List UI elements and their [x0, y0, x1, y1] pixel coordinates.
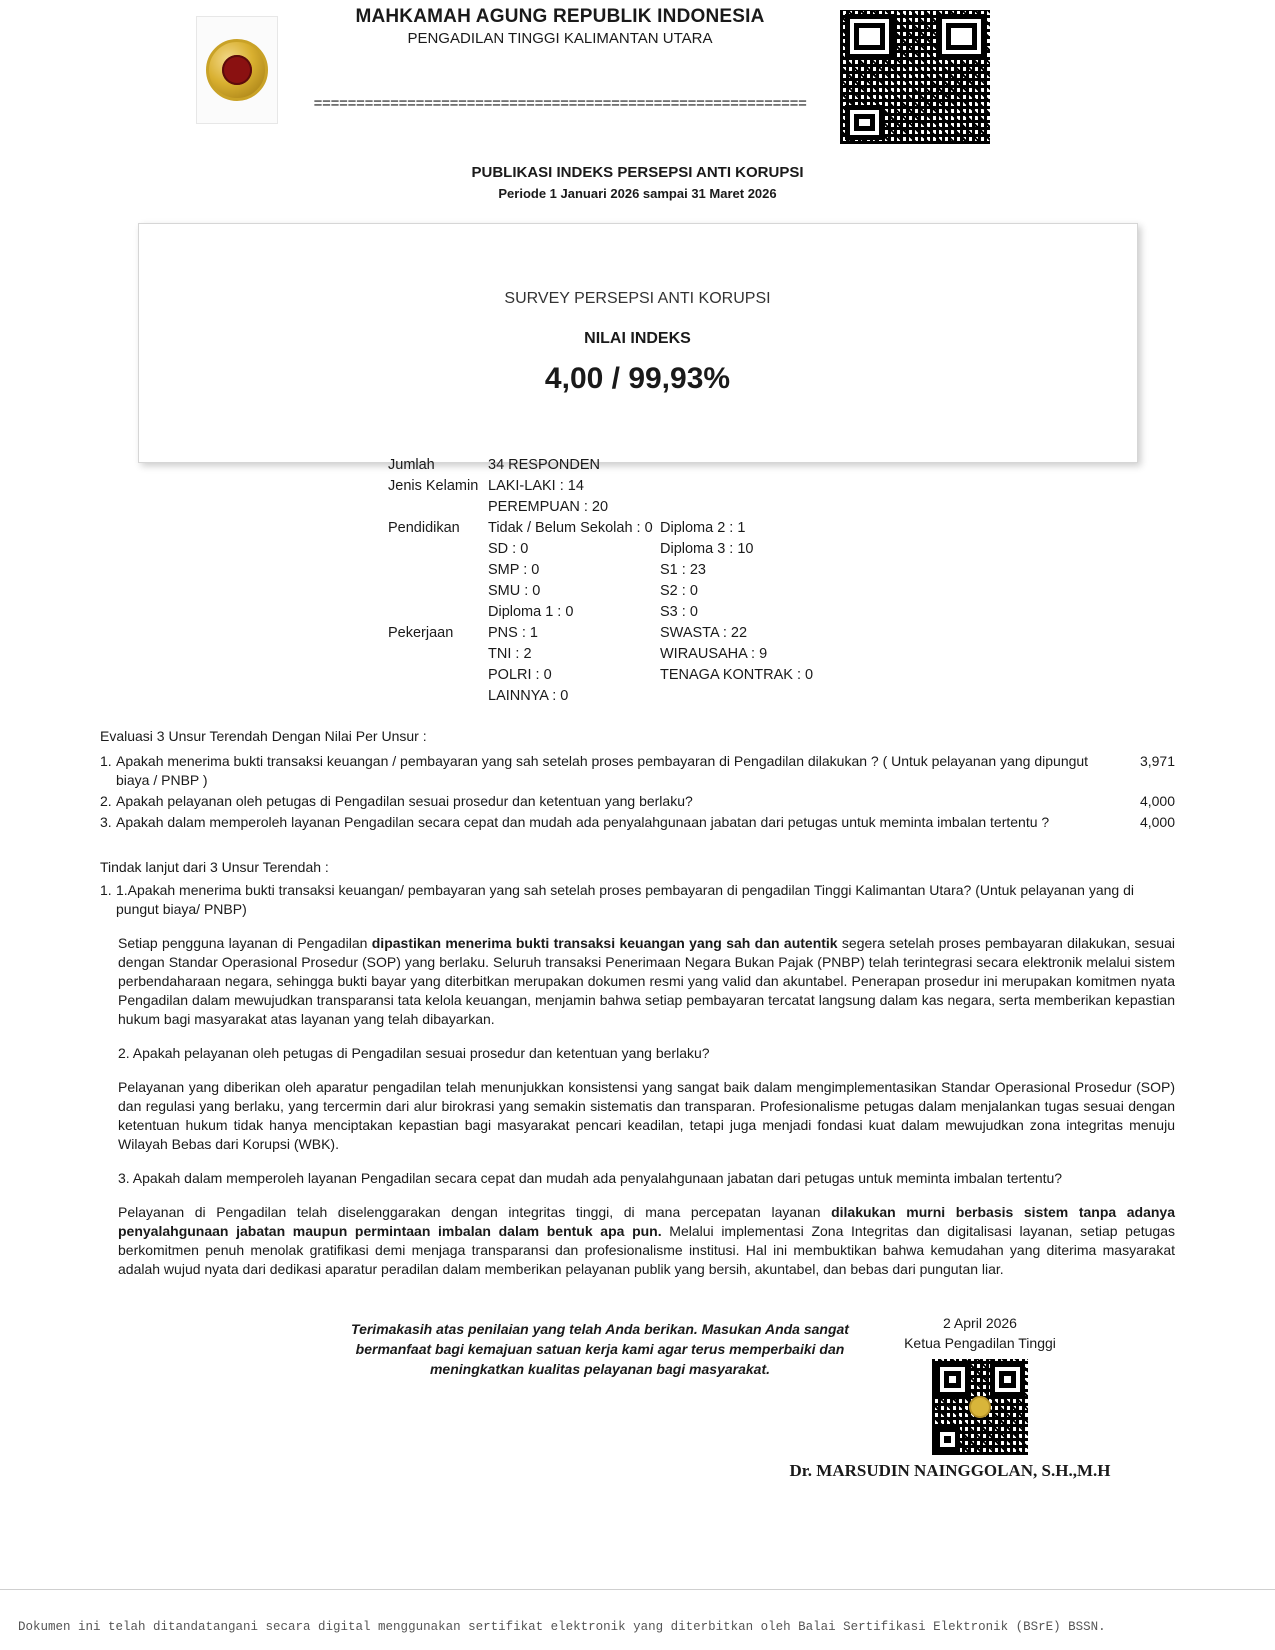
- evaluation-item-score: 4,000: [1139, 793, 1175, 809]
- index-value: 4,00 / 99,93%: [544, 362, 731, 395]
- followup-answer-3: [100, 1203, 1175, 1279]
- pendidikan-right-1: Diploma 3 : 10: [660, 541, 754, 557]
- respondent-row-pendidikan-2: [388, 560, 1275, 581]
- publication-period: Periode 1 Januari 2026 sampai 31 Maret 2026: [498, 186, 777, 201]
- followup-answer-1: [100, 934, 1175, 1029]
- pekerjaan-right-2: TENAGA KONTRAK : 0: [660, 667, 814, 683]
- pendidikan-left-2: SMP : 0: [488, 562, 540, 578]
- pendidikan-left-3: SMU : 0: [488, 583, 541, 599]
- gender-male: LAKI-LAKI : 14: [488, 478, 584, 494]
- evaluation-item-number: 2.: [100, 793, 112, 809]
- pendidikan-right-4: S3 : 0: [660, 604, 698, 620]
- pekerjaan-left-2: POLRI : 0: [488, 667, 552, 683]
- pendidikan-left-1: SD : 0: [488, 541, 529, 557]
- evaluation-item-text: Apakah dalam memperoleh layanan Pengadilan secara cepat dan mudah ada penyalahgunaan jabatan dari petugas untuk meminta imbalan tertentu ?: [116, 814, 1050, 830]
- document-header: [0, 0, 1275, 150]
- pekerjaan-right-1: WIRAUSAHA : 9: [660, 646, 768, 662]
- evaluation-item-score: 4,000: [1139, 814, 1175, 830]
- followup-question-2: 2. Apakah pelayanan oleh petugas di Pengadilan sesuai prosedur dan ketentuan yang berlaku?: [118, 1045, 710, 1061]
- pendidikan-right-2: S1 : 23: [660, 562, 706, 578]
- followup-answer-2: Pelayanan yang diberikan oleh aparatur pengadilan telah menunjukkan konsistensi yang sangat baik dalam mengimplementasikan Standar Operasional Prosedur (SOP) dan regulasi yang berlaku, yang tercermin dari alur birokrasi yang semakin sistematis dan transparan. Profesionalisme petugas dalam menjalankan tugas sesuai dengan ketentuan hukum tidak hanya menciptakan kepastian bagi masyarakat pencari keadilan, tetapi juga menjadi fondasi kuat dalam mewujudkan zona integritas menuju Wilayah Bebas dari Korupsi (WBK).: [118, 1079, 1175, 1152]
- header-divider: ==========================================================: [313, 96, 807, 113]
- court-name: PENGADILAN TINGGI KALIMANTAN UTARA: [407, 30, 713, 47]
- respondent-row-pekerjaan-2: [388, 665, 1275, 686]
- respondent-summary: [0, 455, 1275, 707]
- digital-signature-note: Dokumen ini telah ditandatangani secara digital menggunakan sertifikat elektronik yang diterbitkan oleh Balai Sertifikasi Elektronik (BSrE) BSSN.: [18, 1620, 1106, 1634]
- evaluation-item-text: Apakah pelayanan oleh petugas di Pengadilan sesuai prosedur dan ketentuan yang berlaku?: [116, 793, 693, 809]
- pekerjaan-right-3: [660, 686, 1275, 707]
- pekerjaan-left-1: TNI : 2: [488, 646, 532, 662]
- pekerjaan-left-3: LAINNYA : 0: [488, 688, 569, 704]
- pendidikan-right-3: S2 : 0: [660, 583, 698, 599]
- thanks-message: Terimakasih atas penilaian yang telah Anda berikan. Masukan Anda sangat bermanfaat bagi kemajuan satuan kerja kami agar terus memperbaiki dan meningkatkan kualitas pelayanan bagi masyarakat.: [351, 1321, 849, 1377]
- respondent-row-pekerjaan-0: [388, 623, 1275, 644]
- followup-question-3: 3. Apakah dalam memperoleh layanan Pengadilan secara cepat dan mudah ada penyalahgunaan jabatan dari petugas untuk meminta imbalan tertentu?: [118, 1170, 1063, 1186]
- pendidikan-left-0: Tidak / Belum Sekolah : 0: [488, 520, 653, 536]
- evaluation-item: [100, 792, 1175, 811]
- survey-label: SURVEY PERSEPSI ANTI KORUPSI: [504, 290, 771, 307]
- footer-divider: [0, 1589, 1275, 1590]
- pendidikan-label: Pendidikan: [388, 520, 460, 536]
- respondent-row-pekerjaan-3: [388, 686, 1275, 707]
- header-title-block: [300, 6, 820, 47]
- pekerjaan-label: Pekerjaan: [388, 625, 454, 641]
- jumlah-label: Jumlah: [388, 457, 435, 473]
- evaluation-item: [100, 813, 1175, 832]
- respondent-row-gender-2: [388, 497, 1275, 518]
- answer-1-part1: Setiap pengguna layanan di Pengadilan: [118, 935, 372, 951]
- jumlah-value: 34 RESPONDEN: [488, 457, 601, 473]
- document-footer: [0, 1313, 1275, 1493]
- answer-3-highlight: dilakukan murni berbasis sistem tanpa adanya penyalahgunaan jabatan maupun permintaan imbalan dalam bentuk apa pun.: [118, 1204, 1175, 1239]
- respondent-row-pendidikan-1: [388, 539, 1275, 560]
- followup-heading: Tindak lanjut dari 3 Unsur Terendah :: [100, 859, 329, 875]
- pendidikan-left-4: Diploma 1 : 0: [488, 604, 574, 620]
- answer-1-part2: segera setelah proses pembayaran dilakukan, sesuai dengan Standar Operasional Prosedur (SOP) yang berlaku. Seluruh transaksi Penerimaan Negara Bukan Pajak (PNBP) telah terintegrasi secara elektronik melalui sistem perbendaharaan negara, sehingga bukti bayar yang diterbitkan merupakan dokumen resmi yang valid dan akuntabel. Penerapan prosedur ini merupakan komitmen nyata Pengadilan dalam mewujudkan transparansi tata kelola keuangan, menjamin bahwa setiap pembayaran tercatat langsung dalam kas negara, serta memberikan kepastian hukum bagi masyarakat atas layanan yang telah dibayarkan.: [118, 935, 1175, 1027]
- followup-question-1-number: 1.: [100, 882, 112, 898]
- evaluation-item-number: 3.: [100, 814, 112, 830]
- index-card: [138, 223, 1138, 463]
- signature-block: [880, 1313, 1080, 1455]
- qr-code-signature-icon: [932, 1359, 1028, 1455]
- pekerjaan-right-0: SWASTA : 22: [660, 625, 748, 641]
- followup-question-1: [100, 881, 1175, 919]
- respondent-row-pendidikan-3: [388, 581, 1275, 602]
- followup-question-1-text: 1.Apakah menerima bukti transaksi keuangan/ pembayaran yang sah setelah proses pembayaran di pengadilan Tinggi Kalimantan Utara? (Untuk pelayanan yang di pungut biaya/ PNBP): [116, 882, 1134, 917]
- followup-section: [0, 858, 1275, 1279]
- index-value-label: NILAI INDEKS: [584, 330, 691, 347]
- respondent-row-pekerjaan-1: [388, 644, 1275, 665]
- respondent-row-gender: [388, 476, 1275, 497]
- evaluation-heading: Evaluasi 3 Unsur Terendah Dengan Nilai Per Unsur :: [100, 728, 427, 744]
- signer-name: Dr. MARSUDIN NAINGGOLAN, S.H.,M.H: [789, 1461, 1111, 1480]
- respondent-row-jumlah: [388, 455, 1275, 476]
- evaluation-item-text: Apakah menerima bukti transaksi keuangan / pembayaran yang sah setelah proses pembayaran di Pengadilan dilakukan ? ( Untuk pelayanan yang dipungut biaya / PNBP ): [116, 753, 1089, 788]
- evaluation-item: [100, 752, 1175, 790]
- answer-1-highlight: dipastikan menerima bukti transaksi keuangan yang sah dan autentik: [371, 935, 838, 951]
- evaluation-item-score: 3,971: [1139, 753, 1175, 769]
- respondent-row-pendidikan-4: [388, 602, 1275, 623]
- signature-date: 2 April 2026: [943, 1315, 1017, 1331]
- evaluation-section: [0, 727, 1275, 832]
- pekerjaan-left-0: PNS : 1: [488, 625, 538, 641]
- page-title: PUBLIKASI INDEKS PERSEPSI ANTI KORUPSI: [471, 164, 804, 181]
- court-emblem-icon: [196, 16, 278, 124]
- gender-label: Jenis Kelamin: [388, 478, 479, 494]
- qr-code-icon: [836, 6, 994, 148]
- respondent-row-pendidikan-0: [388, 518, 1275, 539]
- signer-position: Ketua Pengadilan Tinggi: [904, 1335, 1056, 1351]
- pendidikan-right-0: Diploma 2 : 1: [660, 520, 746, 536]
- gender-female: PEREMPUAN : 20: [488, 499, 609, 515]
- answer-3-part1: Pelayanan di Pengadilan telah diselenggarakan dengan integritas tinggi, di mana percepatan layanan: [118, 1204, 832, 1220]
- institution-name: MAHKAMAH AGUNG REPUBLIK INDONESIA: [355, 6, 765, 27]
- evaluation-item-number: 1.: [100, 753, 112, 769]
- answer-3-part2: Melalui implementasi Zona Integritas dan digitalisasi layanan, setiap petugas berkomitmen penuh menolak gratifikasi demi menjaga transparansi dan profesionalisme institusi. Hal ini membuktikan bahwa kemudahan yang diterima masyarakat adalah wujud nyata dari dedikasi aparatur peradilan dalam memberikan pelayanan publik yang bersih, akuntabel, dan bebas dari pungutan liar.: [118, 1223, 1175, 1277]
